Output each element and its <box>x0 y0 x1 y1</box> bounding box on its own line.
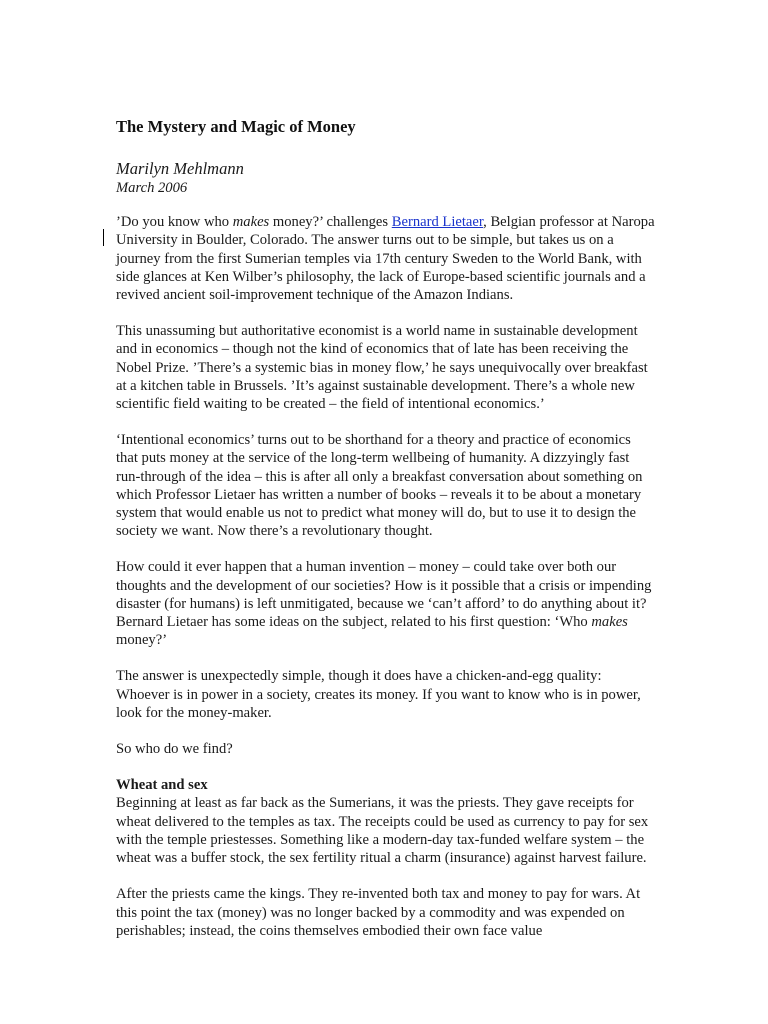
paragraph-4: How could it ever happen that a human invention – money – could take over both our thoughts and the development of our societies? How is it possible that a crisis or impending disaster (for humans) is left unmitigated, because we ‘can’t afford’ to do anything about it? Bernard Lietaer has some ideas on the subject, related to his first question: ‘Who makes money?’ <box>116 559 652 649</box>
paragraph-1: ’Do you know who makes money?’ challenges Bernard Lietaer, Belgian professor at Naropa University in Boulder, Colorado. The answer turns out to be simple, but takes us on a journey from the first Sumerian temples via 17th century Sweden to the World Bank, with side glances at Ken Wilber’s philosophy, the lack of Europe-based scientific journals and a revived ancient soil-improvement technique of the Amazon Indians. <box>116 214 655 304</box>
document-page <box>116 112 656 958</box>
paragraph-7: Beginning at least as far back as the Sumerians, it was the priests. They gave receipts for wheat delivered to the temples as tax. The receipts could be used as currency to pay for sex with the temple priestesses. Something like a modern-day tax-funded welfare system – the wheat was a buffer stock, the sex fertility ritual a charm (insurance) against harvest failure. <box>116 795 649 867</box>
author-name: Marilyn Mehlmann <box>116 159 244 178</box>
bernard-lietaer-link[interactable]: Bernard Lietaer <box>391 214 484 231</box>
paragraph-6: So who do we find? <box>116 741 233 758</box>
section-heading-wheat-and-sex: Wheat and sex <box>116 777 208 794</box>
text-cursor <box>103 229 104 246</box>
emphasis-makes: makes <box>591 614 628 631</box>
publication-date: March 2006 <box>116 180 188 196</box>
emphasis-makes: makes <box>232 214 270 231</box>
paragraph-8: After the priests came the kings. They re-invented both tax and money to pay for wars. At this point the tax (money) was no longer backed by a commodity and was expended on perishables; instead, the coins themselves embodied their own face value <box>116 886 641 939</box>
document-title: The Mystery and Magic of Money <box>116 117 356 136</box>
paragraph-2: This unassuming but authoritative economist is a world name in sustainable development and in economics – though not the kind of economics that of late has been receiving the Nobel Prize. ’There’s a systemic bias in money flow,’ he says unequivocally over breakfast at a kitchen table in Brussels. ’It’s against sustainable development. There’s a whole new scientific field waiting to be created – the field of intentional economics.’ <box>116 323 648 413</box>
paragraph-3: ‘Intentional economics’ turns out to be shorthand for a theory and practice of economics that puts money at the service of the long-term wellbeing of humanity. A dizzyingly fast run-through of the idea – this is after all only a breakfast conversation about something on which Professor Lietaer has written a number of books – reveals it to be about a monetary system that would enable us not to predict what money will do, but to use it to design the society we want. Now there’s a revolutionary thought. <box>116 432 643 540</box>
paragraph-5: The answer is unexpectedly simple, though it does have a chicken-and-egg quality: Whoever is in power in a society, creates its money. If you want to know who is in power, look for the money-maker. <box>116 668 641 721</box>
